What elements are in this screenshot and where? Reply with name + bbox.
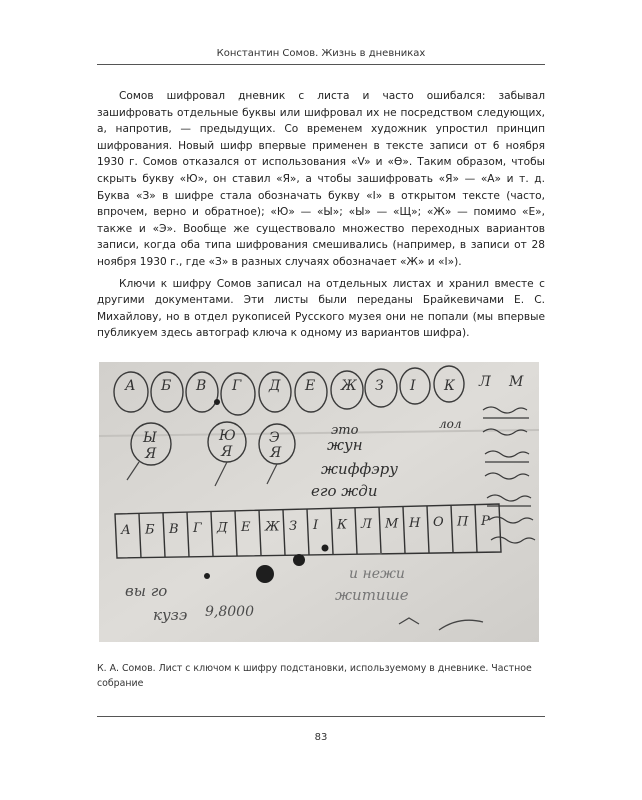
svg-text:Ы: Ы bbox=[143, 430, 157, 446]
cipher-letter-bottom: І bbox=[313, 518, 319, 534]
cipher-letter-top: В bbox=[196, 378, 207, 394]
svg-text:Я: Я bbox=[145, 446, 157, 462]
page-number: 83 bbox=[314, 732, 328, 743]
svg-text:жун: жун bbox=[327, 436, 363, 454]
svg-text:Я: Я bbox=[221, 444, 233, 460]
svg-text:это: это bbox=[331, 423, 359, 438]
cipher-letter-bottom: К bbox=[337, 517, 348, 533]
cipher-letter-top: З bbox=[375, 378, 384, 394]
svg-text:Ю: Ю bbox=[219, 428, 236, 444]
cipher-letter-bottom: Г bbox=[193, 521, 202, 537]
cipher-letter-bottom: А bbox=[121, 523, 131, 538]
paragraph-2: Ключи к шифру Сомов записал на отдельных листах и хранил вместе с другими документами. Эти листы были переданы Брайкевичами Е. С. Михайлову, но в отдел рукописей Русского музея они не попали (мы впервые публикуем здесь автограф ключа к одному из вариантов шифра). bbox=[97, 277, 545, 340]
cipher-letter-bottom: Л bbox=[361, 517, 372, 532]
figure-caption: К. А. Сомов. Лист с ключом к шифру подстановки, используемому в дневнике. Частное собрание bbox=[97, 663, 532, 689]
cipher-letter-top: Д bbox=[269, 378, 281, 394]
footer-rule bbox=[97, 716, 545, 717]
svg-text:Э: Э bbox=[269, 430, 280, 446]
svg-text:кузэ: кузэ bbox=[153, 606, 188, 624]
svg-text:жиффэру: жиффэру bbox=[321, 460, 398, 478]
cipher-letter-top: К bbox=[444, 378, 455, 394]
cipher-letter-bottom: М bbox=[385, 516, 399, 532]
svg-text:лол: лол bbox=[439, 417, 462, 431]
cipher-key-photo bbox=[99, 362, 539, 642]
cipher-letter-bottom: Р bbox=[481, 514, 490, 529]
svg-text:его жди: его жди bbox=[311, 482, 378, 500]
cipher-letter-top: Л bbox=[479, 374, 491, 390]
cipher-letter-top: Е bbox=[305, 378, 316, 394]
cipher-letter-bottom: В bbox=[169, 521, 179, 537]
cipher-letter-bottom: П bbox=[457, 514, 469, 530]
cipher-letter-bottom: Б bbox=[145, 522, 155, 538]
svg-text:житише: житише bbox=[335, 586, 409, 604]
manuscript-figure bbox=[99, 362, 539, 642]
paragraph-1: Сомов шифровал дневник с листа и часто ошибался: забывал зашифровать отдельные буквы или шифровал их не посредством следующих, а, напротив, — предыдущих. Со временем художник упростил принцип шифрования. Новый шифр впервые применен в тексте записи от 6 ноября 1930 г. Сомов отказался от использования «V» и «Ѳ». Таким образом, чтобы скрыть букву «Ю», он ставил «Я», а чтобы зашифровать «Я» — «А» и т. д. Буква «З» в шифре стала обозначать букву «І» в открытом тексте (часто, впрочем, верно и обратное); «Ю» — «Ы»; «Ы» — «Щ»; «Ж» — помимо «Е», также и «Э». Вообще же существовало множество переходных вариантов записи, когда оба типа шифрования смешивались (например, в записи от 28 ноября 1930 г., где «З» в разных случаях обозначает «Ж» и «І»). bbox=[97, 90, 545, 268]
cipher-letter-bottom: З bbox=[289, 518, 298, 534]
cipher-letter-top: А bbox=[125, 378, 136, 394]
cipher-letter-bottom: Ж bbox=[265, 519, 280, 535]
cipher-letter-top: Б bbox=[161, 378, 172, 394]
cipher-letter-top: М bbox=[509, 374, 524, 390]
cipher-letter-top: Ж bbox=[341, 378, 357, 394]
svg-text:9,8000: 9,8000 bbox=[205, 604, 254, 620]
svg-text:и нежи: и нежи bbox=[349, 566, 405, 582]
header-rule bbox=[97, 64, 545, 65]
cipher-letter-bottom: О bbox=[433, 515, 444, 531]
cipher-letter-bottom: Д bbox=[217, 520, 228, 536]
svg-text:Я: Я bbox=[270, 445, 282, 461]
svg-text:вы го: вы го bbox=[125, 582, 168, 600]
running-header: Константин Сомов. Жизнь в дневниках bbox=[216, 48, 426, 59]
cipher-letter-top: І bbox=[410, 378, 416, 394]
body-text bbox=[97, 88, 545, 347]
cipher-letter-bottom: Е bbox=[241, 520, 251, 535]
cipher-letter-bottom: Н bbox=[409, 515, 421, 531]
cipher-letter-top: Г bbox=[232, 378, 242, 394]
